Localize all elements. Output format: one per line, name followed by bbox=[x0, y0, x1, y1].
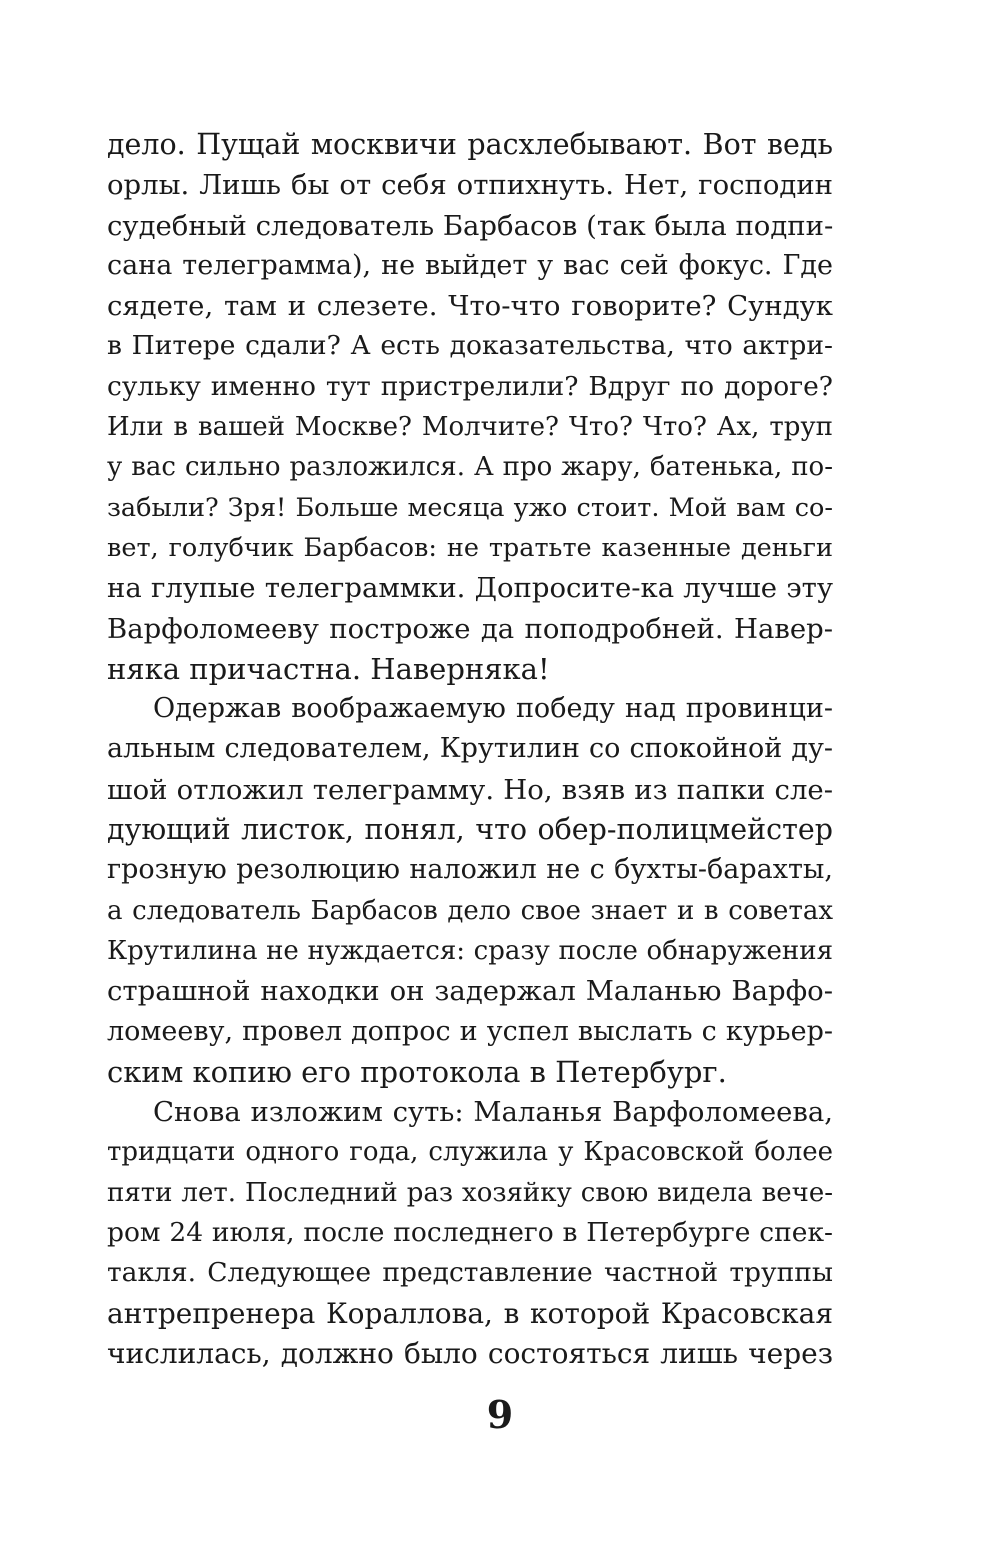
text-line: тридцати одного года, служила у Красовской более bbox=[107, 1137, 833, 1168]
text-line: сульку именно тут пристрелили? Вдруг по дороге? bbox=[107, 370, 833, 402]
text-line: вет, голубчик Барбасов: не тратьте казенные деньги bbox=[107, 532, 833, 563]
page-number: 9 bbox=[486, 1392, 514, 1437]
text-line: ломееву, провел допрос и успел выслать с курьер- bbox=[107, 1015, 833, 1047]
text-line: пяти лет. Последний раз хозяйку свою видела вече- bbox=[107, 1177, 833, 1208]
text-line: ром 24 июля, после последнего в Петербурге спек- bbox=[107, 1217, 833, 1249]
text-line: такля. Следующее представление частной труппы bbox=[107, 1257, 833, 1289]
text-line: а следователь Барбасов дело свое знает и в советах bbox=[107, 895, 833, 926]
text-line: дующий листок, понял, что обер-полицмейстер bbox=[107, 813, 833, 847]
text-line: альным следователем, Крутилин со спокойной ду- bbox=[107, 733, 833, 765]
text-line: Снова изложим суть: Маланья Варфоломеева, bbox=[153, 1096, 833, 1129]
body-text bbox=[107, 125, 833, 1374]
text-line: на глупые телеграммки. Допросите-ка лучше эту bbox=[107, 572, 833, 605]
text-line: в Питере сдали? А есть доказательства, что актри- bbox=[107, 330, 833, 362]
text-line: грозную резолюцию наложил не с бухты-барахты, bbox=[107, 854, 833, 886]
text-line: шой отложил телеграмму. Но, взяв из папки сле- bbox=[107, 773, 833, 806]
text-line: ским копию его протокола в Петербург. bbox=[107, 1054, 727, 1089]
text-line: числилась, должно было состояться лишь через bbox=[107, 1336, 833, 1370]
text-line: судебный следователь Барбасов (так была подпи- bbox=[107, 209, 834, 242]
text-line: Одержав воображаемую победу над провинци- bbox=[153, 693, 833, 725]
text-line: няка причастна. Наверняка! bbox=[107, 651, 550, 686]
text-line: Или в вашей Москве? Молчите? Что? Что? Ах, труп bbox=[107, 412, 833, 443]
text-line: орлы. Лишь бы от себя отпихнуть. Нет, господин bbox=[107, 169, 833, 202]
text-line: Крутилина не нуждается: сразу после обнаружения bbox=[107, 935, 833, 966]
text-line: антрепренера Кораллова, в которой Красовская bbox=[107, 1296, 833, 1330]
text-line: сана телеграмма), не выйдет у вас сей фокус. Где bbox=[107, 249, 833, 281]
text-line: забыли? Зря! Больше месяца ужо стоит. Мой вам со- bbox=[107, 492, 833, 523]
text-line: Варфоломееву построже да поподробней. Навер- bbox=[107, 612, 833, 645]
text-line: сядете, там и слезете. Что-что говорите? Сундук bbox=[107, 290, 833, 323]
text-line: у вас сильно разложился. А про жару, батенька, по- bbox=[107, 452, 833, 483]
text-line: дело. Пущай москвичи расхлебывают. Вот ведь bbox=[107, 128, 833, 161]
text-line: страшной находки он задержал Маланью Варфо- bbox=[107, 975, 833, 1008]
